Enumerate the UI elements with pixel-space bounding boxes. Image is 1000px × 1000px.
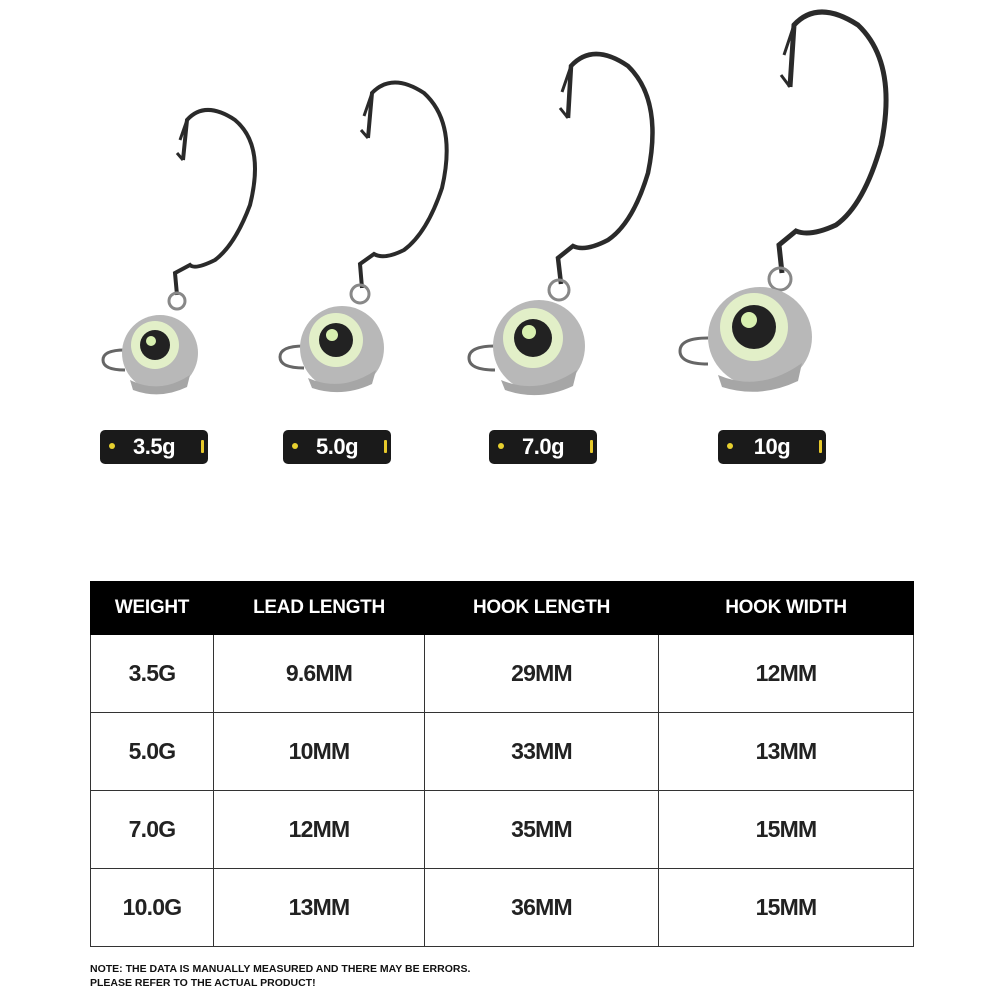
cell-weight: 5.0G [91, 713, 214, 791]
weight-badge-label: 10g [753, 434, 791, 459]
header-hook-width: HOOK WIDTH [659, 582, 914, 635]
table-header-row [91, 582, 914, 635]
cell-lead-length: 12MM [214, 791, 425, 869]
cell-hook-length: 29MM [425, 635, 659, 713]
cell-hook-width: 15MM [659, 791, 914, 869]
header-hook-length: HOOK LENGTH [425, 582, 659, 635]
weight-badge-2 [283, 430, 391, 464]
cell-weight: 7.0G [91, 791, 214, 869]
table-row [91, 713, 914, 791]
weight-badge-label: 7.0g [521, 434, 565, 459]
table-row [91, 635, 914, 713]
badge-bar-icon [819, 440, 822, 453]
note-line-1: NOTE: THE DATA IS MANUALLY MEASURED AND THERE MAY BE ERRORS. [90, 963, 471, 975]
table-row [91, 791, 914, 869]
table-row [91, 869, 914, 947]
cell-lead-length: 13MM [214, 869, 425, 947]
weight-badge-1 [100, 430, 208, 464]
cell-hook-length: 35MM [425, 791, 659, 869]
weight-badge-label: 5.0g [315, 434, 359, 459]
jig-hook-image-5-0g [272, 78, 462, 388]
disclaimer-note [90, 962, 470, 990]
cell-weight: 3.5G [91, 635, 214, 713]
cell-hook-length: 33MM [425, 713, 659, 791]
spec-table [90, 581, 914, 947]
cell-hook-width: 12MM [659, 635, 914, 713]
cell-lead-length: 10MM [214, 713, 425, 791]
jig-hook-image-7-0g [463, 48, 673, 393]
header-lead-length: LEAD LENGTH [214, 582, 425, 635]
cell-weight: 10.0G [91, 869, 214, 947]
cell-hook-width: 15MM [659, 869, 914, 947]
weight-badge-4 [718, 430, 826, 464]
weight-badge-label: 3.5g [132, 434, 176, 459]
note-line-2: PLEASE REFER TO THE ACTUAL PRODUCT! [90, 977, 316, 989]
jig-hook-image-3-5g [95, 105, 270, 385]
cell-hook-width: 13MM [659, 713, 914, 791]
badge-dot-icon [498, 443, 504, 449]
header-weight: WEIGHT [91, 582, 214, 635]
cell-lead-length: 9.6MM [214, 635, 425, 713]
weight-badge-3 [489, 430, 597, 464]
cell-hook-length: 36MM [425, 869, 659, 947]
badge-bar-icon [384, 440, 387, 453]
badge-bar-icon [590, 440, 593, 453]
badge-dot-icon [109, 443, 115, 449]
badge-bar-icon [201, 440, 204, 453]
jig-hook-image-10g [676, 5, 906, 400]
badge-dot-icon [727, 443, 733, 449]
product-images [0, 0, 1000, 459]
badge-dot-icon [292, 443, 298, 449]
